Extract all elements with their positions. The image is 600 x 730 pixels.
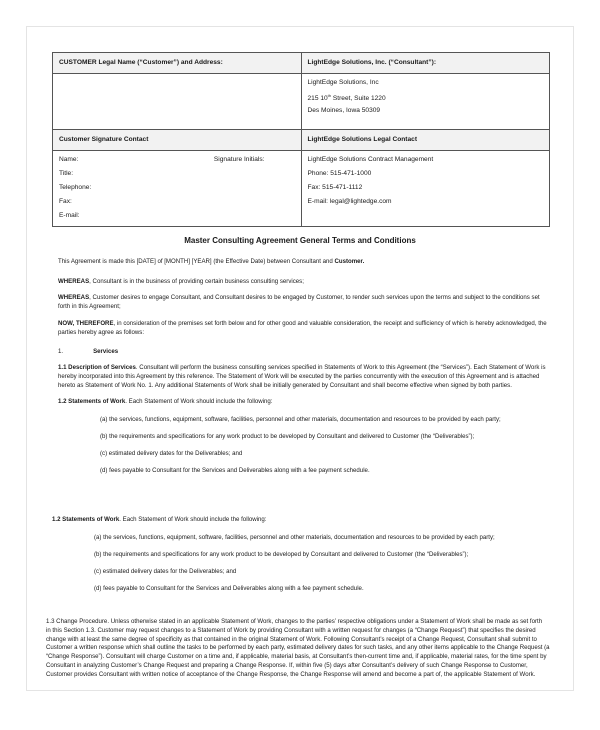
email-label: E-mail: <box>59 212 80 219</box>
signature-initials-label: Signature Initials: <box>213 156 265 163</box>
section-1-3 <box>46 618 550 680</box>
consultant-address-line: LightEdge Solutions, Inc <box>307 79 379 86</box>
change-procedure-line: Consultant in analyzing Customer’s Change Request and preparing a Change Response. If, within five (5) days after Consultant’s delivery of such Change Response to Customer, <box>46 662 528 670</box>
change-procedure-line: in this Section 1.3. Customer may request changes to a Statement of Work by providing Consultant with a written request for changes (a “Change Request”) that specifies the desired <box>46 626 536 634</box>
contact-info-table <box>52 52 550 227</box>
section-1-heading: 1. Services <box>58 348 119 355</box>
section-1-2-heading-repeat: 1.2 Statements of Work. Each Statement of Work should include the following: <box>52 516 267 523</box>
legal-contact-line: Fax: 515-471-1112 <box>307 184 363 191</box>
customer-address-cell[interactable] <box>53 74 302 130</box>
section-1-1: 1.1 Description of Services. Consultant will perform the business consulting services specified in Statements of Work to this Agreement (the “Services”). Each Statement of Work is hereby incorporated into this Agreement by this reference. The Statement of Work will be executed by the parties concurrently with the execution of this Agreement and is attached hereto as Statement of Work No. 1. Any additional Statements of Work shall be initially generated by Consultant and shall become effective when signed by both parties. <box>58 364 546 389</box>
sow-item-d: (d) fees payable to Consultant for the Services and Deliverables along with a fee payment schedule. <box>94 585 364 592</box>
sow-item-a: (a) the services, functions, equipment, software, facilities, personnel and other materials, documentation and resources to be provided by each party; <box>100 416 501 423</box>
change-procedure-line: “Change Response”). Consultant will charge Customer on a time and, if applicable, material basis, at Consultant’s then-current time and, if applicable, material rates, for the time spent by <box>46 653 547 661</box>
consultant-address-line: 215 10th Street, Suite 1220 <box>307 93 386 103</box>
telephone-label: Telephone: <box>59 184 92 191</box>
sow-item-c: (c) estimated delivery dates for the Deliverables; and <box>94 568 237 575</box>
signature-contact-header: Customer Signature Contact <box>53 130 302 151</box>
document-title: Master Consulting Agreement General Terms and Conditions <box>184 236 416 245</box>
change-procedure-line: 1.3 Change Procedure. Unless otherwise stated in an applicable Statement of Work, changes to the parties’ respective obligations under a Statement of Work shall be made as set forth <box>46 618 543 625</box>
legal-contact-line: E-mail: legal@lightedge.com <box>307 198 392 205</box>
agreement-intro: This Agreement is made this [DATE] of [MONTH] [YEAR] (the Effective Date) between Consultant and Customer. <box>58 258 365 265</box>
legal-contact-line: LightEdge Solutions Contract Management <box>307 156 434 163</box>
whereas-1: WHEREAS, Consultant is in the business of providing certain business consulting services; <box>58 278 304 285</box>
change-procedure-line: Customer provides Consultant with written notice of acceptance of the Change Response, the Change Response will amend and become a part of, the applicable Statement of Work. <box>46 670 536 678</box>
sow-item-d: (d) fees payable to Consultant for the Services and Deliverables along with a fee payment schedule. <box>100 467 370 474</box>
consultant-address-line: Des Moines, Iowa 50309 <box>307 107 381 114</box>
section-1-2-heading: 1.2 Statements of Work. Each Statement of Work should include the following: <box>58 398 273 405</box>
change-procedure-line: change with at least the same degree of specificity as that contained in the original Statement of Work. Following Consultant’s receipt of a Change Request, Consultant shall submit to <box>46 635 537 643</box>
whereas-2: WHEREAS, Customer desires to engage Consultant, and Consultant desires to be engaged by Customer, to render such services upon the terms and subject to the conditions set forth in this Agreement; <box>58 294 540 310</box>
name-row <box>59 156 295 170</box>
sow-item-a: (a) the services, functions, equipment, software, facilities, personnel and other materials, documentation and resources to be provided by each party; <box>94 534 495 541</box>
now-therefore: NOW, THEREFORE, in consideration of the premises set forth below and for other good and valuable consideration, the receipt and sufficiency of which is hereby acknowledged, the parties hereby agree as follows: <box>58 320 547 336</box>
sow-item-c: (c) estimated delivery dates for the Deliverables; and <box>100 450 243 457</box>
legal-contact-line: Phone: 515-471-1000 <box>307 170 372 177</box>
customer-header: CUSTOMER Legal Name (“Customer”) and Address: <box>53 53 302 74</box>
fax-label: Fax: <box>59 198 72 205</box>
name-label: Name: <box>59 156 79 163</box>
title-label: Title: <box>59 170 74 177</box>
signature-contact-cell <box>53 151 302 227</box>
change-procedure-line: Customer a written response which shall outline the tasks to be performed by each party, estimated delivery dates for such tasks, and any other items applicable to the Change Request (a <box>46 644 550 652</box>
consultant-address-cell <box>301 74 550 130</box>
legal-contact-cell <box>301 151 550 227</box>
sow-item-b: (b) the requirements and specifications for any work product to be developed by Consultant and delivered to Customer (the “Deliverables”); <box>94 551 469 558</box>
sow-item-b: (b) the requirements and specifications for any work product to be developed by Consultant and delivered to Customer (the “Deliverables”); <box>100 433 475 440</box>
legal-contact-header: LightEdge Solutions Legal Contact <box>301 130 550 151</box>
consultant-header: LightEdge Solutions, Inc. (“Consultant”): <box>301 53 550 74</box>
